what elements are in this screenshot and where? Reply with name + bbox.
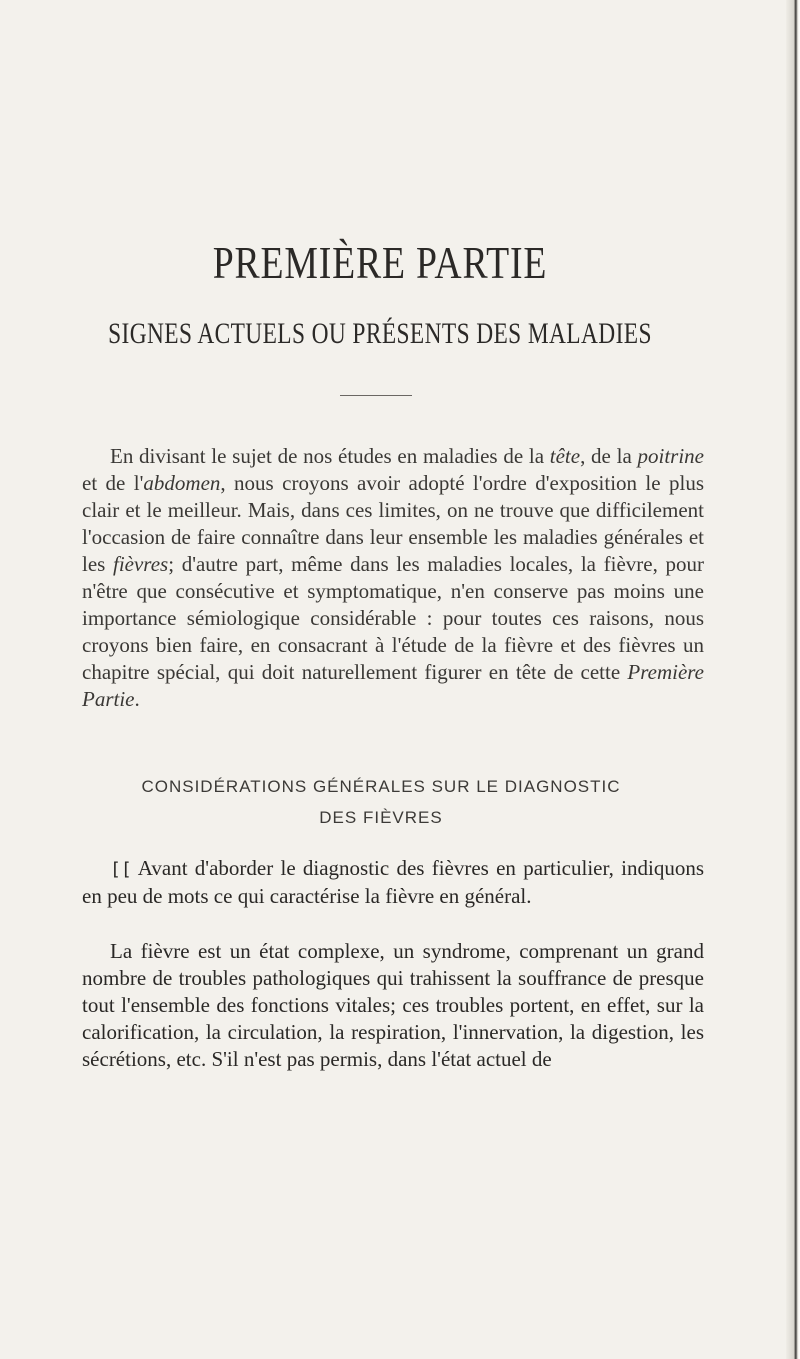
part-subtitle: SIGNES ACTUELS OU PRÉSENTS DES MALADIES xyxy=(108,317,652,350)
section-divider xyxy=(340,395,412,396)
intro-paragraph: En divisant le sujet de nos études en maladies de la tête, de la poitrine et de l'abdomen, nous croyons avoir adopté l'ordre d'exposition le plus clair et le meilleur. Mais, dans ces limites, on ne trouve que difficilement l'occasion de faire connaître dans leur ensemble les maladies générales et les fièvres; d'autre part, même dans les maladies locales, la fièvre, pour n'être que consécutive et symptomatique, n'en conserve pas moins une importance sémiologique considérable : pour toutes ces raisons, nous croyons bien faire, en consacrant à l'étude de la fièvre et des fièvres un chapitre spécial, qui doit naturellement figurer en tête de cette Première Partie. xyxy=(82,444,705,711)
page-edge-shadow xyxy=(786,0,800,1359)
bracket-mark: [[ xyxy=(110,859,132,880)
emphasis-abdomen: abdomen xyxy=(143,471,221,495)
emphasis-fievres: fièvres xyxy=(113,552,169,576)
emphasis-premiere-partie: Première Partie xyxy=(82,660,704,711)
emphasis-poitrine: poitrine xyxy=(637,444,704,468)
section-heading-line2: DES FIÈVRES xyxy=(319,808,443,827)
paragraph-fievre: La fièvre est un état complexe, un syndrome, comprenant un grand nombre de troubles pathologiques qui trahissent la souffrance de presque tout l'ensemble des fonctions vitales; ces troubles portent, en effet, sur la calorification, la circulation, la respiration, l'innervation, la digestion, les sécrétions, etc. S'il n'est pas permis, dans l'état actuel de xyxy=(82,939,704,1071)
emphasis-tete: tête xyxy=(549,444,581,468)
section-heading-line1: CONSIDÉRATIONS GÉNÉRALES SUR LE DIAGNOSTIC xyxy=(141,777,621,796)
part-title: PREMIÈRE PARTIE xyxy=(212,237,548,288)
paragraph-avant: [[ Avant d'aborder le diagnostic des fièvres en particulier, indiquons en peu de mots ce qui caractérise la fièvre en général. xyxy=(82,856,704,908)
